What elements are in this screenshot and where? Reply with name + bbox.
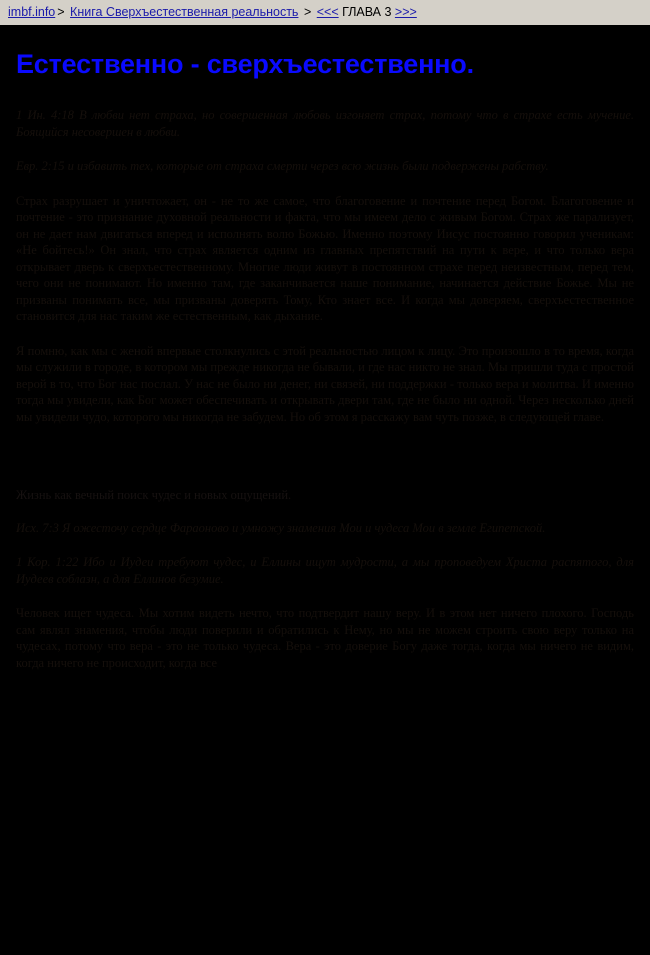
breadcrumb-link-prev-chapter[interactable]: <<< xyxy=(316,5,339,19)
article-content xyxy=(0,26,650,709)
breadcrumb-separator-1: > xyxy=(57,5,65,19)
paragraph-fear-explained: Страх разрушает и уничтожает, он - не то же самое, что благоговение и почтение перед Богом. Благоговение и почтение - это признание духовной реальности и факта, что мы имеем дело с живым Богом. Страх же парализует, он не дает нам двигаться вперед и исполнять волю Божью. Именно поэтому Иисус постоянно говорил ученикам: «Не бойтесь!» Он знал, что страх является одним из главных препятствий на пути к вере, и что только вера открывает дверь к сверхъестественному. Многие люди живут в постоянном страхе перед неизвестным, перед тем, чего они не понимают. Но именно там, где заканчивается наше понимание, начинается действие Божье. Мы не призваны понимать все, мы призваны доверять Тому, Кто знает все. И когда мы доверяем, сверхъестественное становится для нас таким же естественным, как дыхание. xyxy=(16,193,634,323)
breadcrumb-link-site[interactable]: imbf.info xyxy=(8,5,56,19)
scripture-quote-exodus: Исх. 7:3 Я ожесточу сердце Фараоново и умножу знамения Мои и чудеса Мои в земле Египетской. xyxy=(16,520,546,535)
breadcrumb-separator-2: > xyxy=(303,5,312,19)
paragraph-personal-testimony: Я помню, как мы с женой впервые столкнулись с этой реальностью лицом к лицу. Это произошло в то время, когда мы служили в городе, в котором мы прежде никогда не бывали, и где нас никто не знал. Мы пришли туда с простой верой в то, что Бог нас послал. У нас не было ни денег, ни связей, ни поддержки - только вера и молитва. И именно тогда мы увидели, как Бог может обеспечивать и открывать двери там, где не было ни одной. Через несколько дней мы увидели чудо, которого мы никогда не забудем. Но об этом я расскажу вам чуть позже, в следующей главе. xyxy=(16,343,634,424)
scripture-quote-hebrews: Евр. 2:15 и избавить тех, которые от страха смерти через всю жизнь были подвержены рабству. xyxy=(16,159,549,173)
section-spacer xyxy=(16,443,634,487)
breadcrumb-link-next-chapter[interactable]: >>> xyxy=(394,5,417,19)
paragraph-seeking-miracles: Человек ищет чудеса. Мы хотим видеть нечто, что подтвердит нашу веру. И в этом нет ничего плохого. Господь сам являл знамения, чтобы люди поверили и обратились к Нему, но мы не можем строить свою веру только на чудесах, потому что вера - это не только чудеса. Вера - это доверие Богу даже тогда, когда мы ничего не видим, когда ничего не происходит, когда все xyxy=(16,606,634,670)
breadcrumb xyxy=(0,0,650,26)
scripture-quote-1john: 1 Ин. 4:18 В любви нет страха, но совершенная любовь изгоняет страх, потому что в страхе есть мучение. Боящийся несовершен в любви. xyxy=(16,108,634,139)
scripture-quote-1corinthians: 1 Кор. 1:22 Ибо и Иудеи требуют чудес, и Еллины ищут мудрости, а мы проповедуем Христа распятого, для Иудеев соблазн, а для Еллинов безумие. xyxy=(16,555,634,586)
section-subheading: Жизнь как вечный поиск чудес и новых ощущений. xyxy=(16,488,292,502)
page-title: Естественно - сверхъестественно. xyxy=(16,49,474,79)
breadcrumb-link-book[interactable]: Книга Сверхъестественная реальность xyxy=(70,5,299,19)
breadcrumb-chapter-label: ГЛАВА 3 xyxy=(342,5,392,19)
